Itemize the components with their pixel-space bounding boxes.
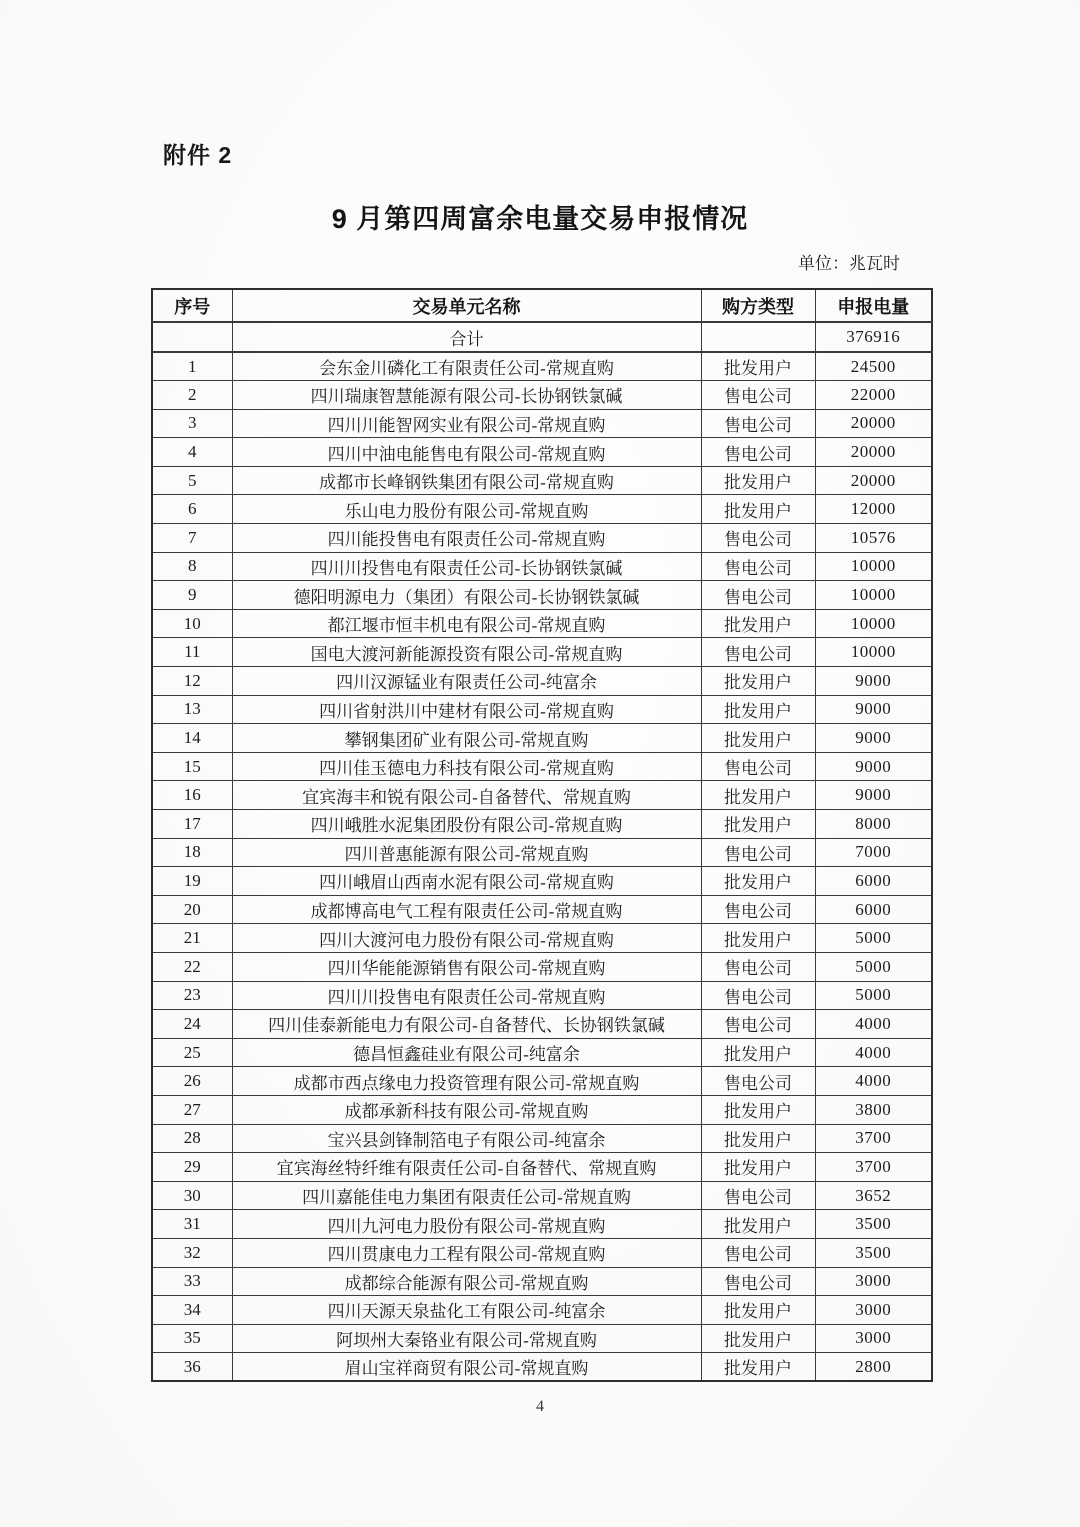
buyer-type-cell: 售电公司 <box>701 752 815 781</box>
table-row <box>152 838 932 867</box>
row-index-cell: 24 <box>152 1010 232 1039</box>
declared-qty-cell: 7000 <box>815 838 932 867</box>
trade-unit-name-cell: 四川能投售电有限责任公司-常规直购 <box>232 524 701 553</box>
trade-unit-name-cell: 眉山宝祥商贸有限公司-常规直购 <box>232 1353 701 1382</box>
trade-unit-name-cell: 四川九河电力股份有限公司-常规直购 <box>232 1210 701 1239</box>
table-row <box>152 1238 932 1267</box>
row-index-cell: 23 <box>152 981 232 1010</box>
table-row <box>152 524 932 553</box>
row-index-cell: 22 <box>152 952 232 981</box>
row-index-cell: 16 <box>152 781 232 810</box>
table-row <box>152 1067 932 1096</box>
table-row <box>152 924 932 953</box>
row-index-cell: 4 <box>152 438 232 467</box>
row-index-cell: 2 <box>152 381 232 410</box>
row-index-cell: 14 <box>152 724 232 753</box>
trade-unit-name-cell: 四川大渡河电力股份有限公司-常规直购 <box>232 924 701 953</box>
declared-qty-cell: 10000 <box>815 581 932 610</box>
buyer-type-cell: 批发用户 <box>701 781 815 810</box>
table-row <box>152 1181 932 1210</box>
row-index-cell: 15 <box>152 752 232 781</box>
trade-unit-name-cell: 成都博高电气工程有限责任公司-常规直购 <box>232 895 701 924</box>
row-index-cell: 18 <box>152 838 232 867</box>
declared-qty-cell: 6000 <box>815 895 932 924</box>
table-row <box>152 667 932 696</box>
table-row <box>152 981 932 1010</box>
row-index-cell: 8 <box>152 552 232 581</box>
buyer-type-cell: 批发用户 <box>701 924 815 953</box>
declared-qty-cell: 10000 <box>815 638 932 667</box>
trade-unit-name-cell: 成都市长峰钢铁集团有限公司-常规直购 <box>232 466 701 495</box>
declared-qty-cell: 3000 <box>815 1296 932 1325</box>
total-row <box>152 322 932 352</box>
buyer-type-cell: 批发用户 <box>701 352 815 381</box>
trade-unit-name-cell: 会东金川磷化工有限责任公司-常规直购 <box>232 352 701 381</box>
buyer-type-cell: 售电公司 <box>701 895 815 924</box>
declared-qty-cell: 3700 <box>815 1153 932 1182</box>
row-index-cell: 20 <box>152 895 232 924</box>
buyer-type-cell: 批发用户 <box>701 1124 815 1153</box>
table-row <box>152 1267 932 1296</box>
declared-qty-cell: 6000 <box>815 867 932 896</box>
trade-unit-name-cell: 乐山电力股份有限公司-常规直购 <box>232 495 701 524</box>
trade-unit-name-cell: 宜宾海丰和锐有限公司-自备替代、常规直购 <box>232 781 701 810</box>
buyer-type-cell: 售电公司 <box>701 981 815 1010</box>
table-row <box>152 752 932 781</box>
declared-qty-cell: 3000 <box>815 1324 932 1353</box>
buyer-type-cell: 批发用户 <box>701 1095 815 1124</box>
declared-qty-cell: 12000 <box>815 495 932 524</box>
row-index-cell: 11 <box>152 638 232 667</box>
trade-unit-name-cell: 四川瑞康智慧能源有限公司-长协钢铁氯碱 <box>232 381 701 410</box>
row-index-cell: 13 <box>152 695 232 724</box>
table-row <box>152 638 932 667</box>
row-index-cell: 12 <box>152 667 232 696</box>
trade-unit-name-cell: 四川峨胜水泥集团股份有限公司-常规直购 <box>232 810 701 839</box>
table-row <box>152 867 932 896</box>
buyer-type-cell: 售电公司 <box>701 1067 815 1096</box>
declared-qty-cell: 3800 <box>815 1095 932 1124</box>
buyer-type-cell: 批发用户 <box>701 1296 815 1325</box>
trade-unit-name-cell: 宜宾海丝特纤维有限责任公司-自备替代、常规直购 <box>232 1153 701 1182</box>
buyer-type-cell: 售电公司 <box>701 381 815 410</box>
declared-qty-cell: 22000 <box>815 381 932 410</box>
trade-unit-name-cell: 阿坝州大秦铬业有限公司-常规直购 <box>232 1324 701 1353</box>
row-index-cell: 25 <box>152 1038 232 1067</box>
trade-unit-name-cell: 四川川投售电有限责任公司-长协钢铁氯碱 <box>232 552 701 581</box>
buyer-type-cell: 售电公司 <box>701 552 815 581</box>
buyer-type-cell: 批发用户 <box>701 810 815 839</box>
trade-unit-name-cell: 四川川投售电有限责任公司-常规直购 <box>232 981 701 1010</box>
table-body <box>152 322 932 1381</box>
column-header-name: 交易单元名称 <box>232 289 701 322</box>
page-title: 9 月第四周富余电量交易申报情况 <box>331 204 749 234</box>
table-row <box>152 781 932 810</box>
declared-qty-cell: 24500 <box>815 352 932 381</box>
table-row <box>152 1124 932 1153</box>
declared-qty-cell: 2800 <box>815 1353 932 1382</box>
declared-qty-cell: 9000 <box>815 752 932 781</box>
buyer-type-cell: 批发用户 <box>701 495 815 524</box>
trade-unit-name-cell: 国电大渡河新能源投资有限公司-常规直购 <box>232 638 701 667</box>
buyer-type-cell: 批发用户 <box>701 1210 815 1239</box>
buyer-type-cell: 批发用户 <box>701 1353 815 1382</box>
trade-unit-name-cell: 成都市西点缘电力投资管理有限公司-常规直购 <box>232 1067 701 1096</box>
table-row <box>152 1324 932 1353</box>
unit-label: 单位：兆瓦时 <box>798 254 900 273</box>
buyer-type-cell: 售电公司 <box>701 1238 815 1267</box>
table-header <box>152 289 932 322</box>
row-index-cell: 1 <box>152 352 232 381</box>
buyer-type-cell: 批发用户 <box>701 1038 815 1067</box>
table-row <box>152 352 932 381</box>
table-row <box>152 552 932 581</box>
buyer-type-cell: 售电公司 <box>701 1010 815 1039</box>
total-label-cell: 合计 <box>232 322 701 352</box>
trade-unit-name-cell: 德昌恒鑫硅业有限公司-纯富余 <box>232 1038 701 1067</box>
buyer-type-cell: 售电公司 <box>701 952 815 981</box>
buyer-type-cell: 售电公司 <box>701 838 815 867</box>
trade-unit-name-cell: 宝兴县剑锋制箔电子有限公司-纯富余 <box>232 1124 701 1153</box>
declared-qty-cell: 4000 <box>815 1010 932 1039</box>
declared-qty-cell: 3000 <box>815 1267 932 1296</box>
row-index-cell: 26 <box>152 1067 232 1096</box>
trade-unit-name-cell: 成都综合能源有限公司-常规直购 <box>232 1267 701 1296</box>
row-index-cell: 36 <box>152 1353 232 1382</box>
row-index-cell: 27 <box>152 1095 232 1124</box>
column-header-buyer: 购方类型 <box>701 289 815 322</box>
row-index-cell: 7 <box>152 524 232 553</box>
buyer-type-cell: 售电公司 <box>701 1267 815 1296</box>
declared-qty-cell: 9000 <box>815 667 932 696</box>
row-index-cell: 6 <box>152 495 232 524</box>
page-number: 4 <box>536 1398 544 1415</box>
row-index-cell: 21 <box>152 924 232 953</box>
trade-unit-name-cell: 四川嘉能佳电力集团有限责任公司-常规直购 <box>232 1181 701 1210</box>
row-index-cell: 29 <box>152 1153 232 1182</box>
buyer-type-cell: 批发用户 <box>701 695 815 724</box>
table-row <box>152 1210 932 1239</box>
row-index-cell: 31 <box>152 1210 232 1239</box>
total-qty-cell: 376916 <box>815 322 932 352</box>
declared-qty-cell: 8000 <box>815 810 932 839</box>
declared-qty-cell: 10000 <box>815 609 932 638</box>
row-index-cell: 3 <box>152 409 232 438</box>
trade-unit-name-cell: 攀钢集团矿业有限公司-常规直购 <box>232 724 701 753</box>
declared-qty-cell: 4000 <box>815 1067 932 1096</box>
table-row <box>152 724 932 753</box>
declared-qty-cell: 9000 <box>815 695 932 724</box>
total-no-cell <box>152 322 232 352</box>
declared-qty-cell: 20000 <box>815 466 932 495</box>
table-row <box>152 695 932 724</box>
buyer-type-cell: 批发用户 <box>701 1324 815 1353</box>
buyer-type-cell: 批发用户 <box>701 867 815 896</box>
trade-unit-name-cell: 四川贯康电力工程有限公司-常规直购 <box>232 1238 701 1267</box>
row-index-cell: 10 <box>152 609 232 638</box>
declared-qty-cell: 4000 <box>815 1038 932 1067</box>
trade-unit-name-cell: 都江堰市恒丰机电有限公司-常规直购 <box>232 609 701 638</box>
buyer-type-cell: 批发用户 <box>701 724 815 753</box>
table-row <box>152 495 932 524</box>
table-row <box>152 952 932 981</box>
header-row <box>152 289 932 322</box>
table-row <box>152 438 932 467</box>
row-index-cell: 35 <box>152 1324 232 1353</box>
buyer-type-cell: 售电公司 <box>701 438 815 467</box>
table-row <box>152 1010 932 1039</box>
trade-unit-name-cell: 四川天源天泉盐化工有限公司-纯富余 <box>232 1296 701 1325</box>
buyer-type-cell: 批发用户 <box>701 1153 815 1182</box>
declared-qty-cell: 3700 <box>815 1124 932 1153</box>
row-index-cell: 17 <box>152 810 232 839</box>
trade-unit-name-cell: 四川峨眉山西南水泥有限公司-常规直购 <box>232 867 701 896</box>
row-index-cell: 5 <box>152 466 232 495</box>
table-row <box>152 609 932 638</box>
declared-qty-cell: 9000 <box>815 724 932 753</box>
declared-qty-cell: 20000 <box>815 438 932 467</box>
declared-qty-cell: 9000 <box>815 781 932 810</box>
table-row <box>152 1153 932 1182</box>
row-index-cell: 28 <box>152 1124 232 1153</box>
declared-qty-cell: 10576 <box>815 524 932 553</box>
declared-qty-cell: 5000 <box>815 924 932 953</box>
column-header-qty: 申报电量 <box>815 289 932 322</box>
declared-qty-cell: 10000 <box>815 552 932 581</box>
table-row <box>152 409 932 438</box>
buyer-type-cell: 批发用户 <box>701 609 815 638</box>
total-buyer-cell <box>701 322 815 352</box>
table-row <box>152 581 932 610</box>
buyer-type-cell: 售电公司 <box>701 581 815 610</box>
buyer-type-cell: 售电公司 <box>701 638 815 667</box>
trade-unit-name-cell: 四川佳泰新能电力有限公司-自备替代、长协钢铁氯碱 <box>232 1010 701 1039</box>
trade-unit-name-cell: 四川佳玉德电力科技有限公司-常规直购 <box>232 752 701 781</box>
buyer-type-cell: 批发用户 <box>701 466 815 495</box>
declared-qty-cell: 20000 <box>815 409 932 438</box>
trade-unit-name-cell: 德阳明源电力（集团）有限公司-长协钢铁氯碱 <box>232 581 701 610</box>
declared-qty-cell: 5000 <box>815 981 932 1010</box>
attachment-label: 附件 2 <box>163 142 233 168</box>
trade-unit-name-cell: 四川省射洪川中建材有限公司-常规直购 <box>232 695 701 724</box>
row-index-cell: 34 <box>152 1296 232 1325</box>
trade-unit-name-cell: 四川汉源锰业有限责任公司-纯富余 <box>232 667 701 696</box>
trade-unit-name-cell: 四川中油电能售电有限公司-常规直购 <box>232 438 701 467</box>
row-index-cell: 32 <box>152 1238 232 1267</box>
table-row <box>152 466 932 495</box>
row-index-cell: 9 <box>152 581 232 610</box>
table-row <box>152 1353 932 1382</box>
column-header-no: 序号 <box>152 289 232 322</box>
trade-unit-name-cell: 四川华能能源销售有限公司-常规直购 <box>232 952 701 981</box>
table-row <box>152 1095 932 1124</box>
trade-unit-name-cell: 四川川能智网实业有限公司-常规直购 <box>232 409 701 438</box>
declaration-table <box>151 288 933 1382</box>
trade-unit-name-cell: 成都承新科技有限公司-常规直购 <box>232 1095 701 1124</box>
buyer-type-cell: 批发用户 <box>701 667 815 696</box>
buyer-type-cell: 售电公司 <box>701 1181 815 1210</box>
table-row <box>152 381 932 410</box>
trade-unit-name-cell: 四川普惠能源有限公司-常规直购 <box>232 838 701 867</box>
table-row <box>152 810 932 839</box>
table-row <box>152 895 932 924</box>
declared-qty-cell: 3500 <box>815 1210 932 1239</box>
declared-qty-cell: 5000 <box>815 952 932 981</box>
buyer-type-cell: 售电公司 <box>701 524 815 553</box>
table-row <box>152 1038 932 1067</box>
row-index-cell: 19 <box>152 867 232 896</box>
buyer-type-cell: 售电公司 <box>701 409 815 438</box>
declared-qty-cell: 3652 <box>815 1181 932 1210</box>
table-row <box>152 1296 932 1325</box>
row-index-cell: 33 <box>152 1267 232 1296</box>
row-index-cell: 30 <box>152 1181 232 1210</box>
declared-qty-cell: 3500 <box>815 1238 932 1267</box>
